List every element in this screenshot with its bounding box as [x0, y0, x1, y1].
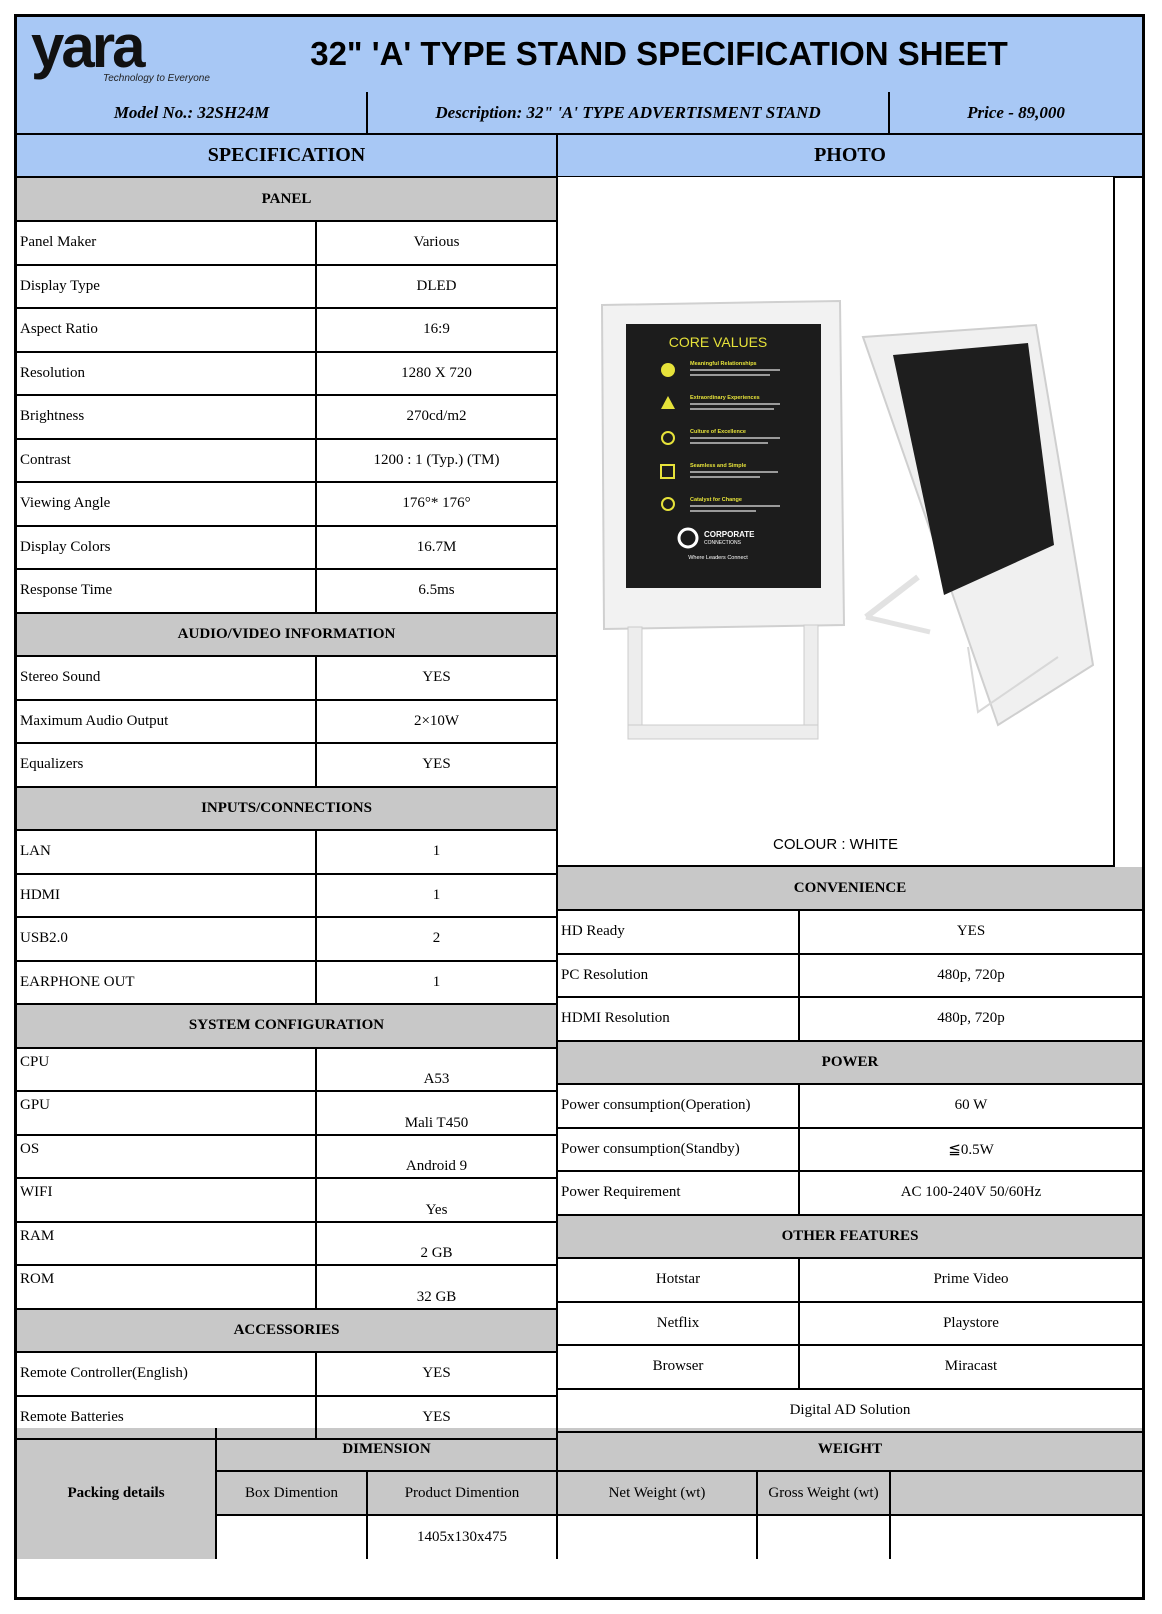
- convenience-heading: CONVENIENCE: [558, 867, 1142, 911]
- panel-value: DLED: [317, 266, 558, 310]
- product-illustration: [558, 177, 1113, 865]
- panel-value: Various: [317, 222, 558, 266]
- power-value: AC 100-240V 50/60Hz: [800, 1172, 1142, 1216]
- feature-item: Miracast: [800, 1346, 1142, 1390]
- system-value: Yes: [317, 1179, 558, 1223]
- system-label: WIFI: [17, 1179, 317, 1223]
- convenience-label: HDMI Resolution: [558, 998, 800, 1042]
- other-features-heading: OTHER FEATURES: [558, 1216, 1142, 1260]
- logo-tagline: Technology to Everyone: [103, 73, 210, 84]
- weight-blank-value: [891, 1516, 1142, 1559]
- system-label: ROM: [17, 1266, 317, 1310]
- gross-weight-value: [758, 1516, 891, 1559]
- audio-value: YES: [317, 657, 558, 701]
- feature-item-wide: Digital AD Solution: [558, 1390, 1142, 1434]
- convenience-label: PC Resolution: [558, 955, 800, 999]
- panel-label: Display Colors: [17, 527, 317, 571]
- stand-front-image: [602, 301, 844, 739]
- system-value: A53: [317, 1049, 558, 1093]
- panel-value: 1200 : 1 (Typ.) (TM): [317, 440, 558, 484]
- system-value: Android 9: [317, 1136, 558, 1180]
- panel-label: Panel Maker: [17, 222, 317, 266]
- product-dimension-header: Product Dimention: [368, 1472, 558, 1516]
- panel-label: Brightness: [17, 396, 317, 440]
- system-value: 2 GB: [317, 1223, 558, 1267]
- inputs-value: 1: [317, 962, 558, 1006]
- inputs-heading: INPUTS/CONNECTIONS: [17, 788, 558, 832]
- inputs-value: 1: [317, 875, 558, 919]
- feature-item: Browser: [558, 1346, 800, 1390]
- accessories-label: Remote Controller(English): [17, 1353, 317, 1397]
- gross-weight-header: Gross Weight (wt): [758, 1472, 891, 1516]
- page-title: 32" 'A' TYPE STAND SPECIFICATION SHEET: [310, 35, 1008, 72]
- screen-tagline: Where Leaders Connect: [688, 555, 748, 561]
- inputs-value: 2: [317, 918, 558, 962]
- weight-heading: WEIGHT: [558, 1428, 1142, 1472]
- panel-label: Resolution: [17, 353, 317, 397]
- packing-details-label: Packing details: [17, 1428, 217, 1559]
- box-dimension-header: Box Dimention: [217, 1472, 368, 1516]
- system-label: CPU: [17, 1049, 317, 1093]
- screen-item-1: Meaningful Relationships: [690, 361, 757, 367]
- panel-heading: PANEL: [17, 178, 558, 222]
- panel-label: Display Type: [17, 266, 317, 310]
- description: Description: 32" 'A' TYPE ADVERTISMENT STAND: [368, 92, 890, 135]
- system-value: 32 GB: [317, 1266, 558, 1310]
- panel-value: 16:9: [317, 309, 558, 353]
- net-weight-header: Net Weight (wt): [558, 1472, 758, 1516]
- panel-label: Viewing Angle: [17, 483, 317, 527]
- convenience-value: YES: [800, 911, 1142, 955]
- screen-title: CORE VALUES: [668, 334, 768, 350]
- power-value: ≦0.5W: [800, 1129, 1142, 1173]
- panel-label: Response Time: [17, 570, 317, 614]
- screen-item-5: Catalyst for Change: [690, 497, 742, 503]
- inputs-value: 1: [317, 831, 558, 875]
- screen-item-2: Extraordinary Experiences: [690, 395, 760, 401]
- panel-value: 6.5ms: [317, 570, 558, 614]
- accessories-value: YES: [317, 1397, 558, 1441]
- audio-value: YES: [317, 744, 558, 788]
- inputs-label: EARPHONE OUT: [17, 962, 317, 1006]
- screen-brand: CORPORATE: [704, 530, 755, 539]
- product-dimension-value: 1405x130x475: [368, 1516, 558, 1559]
- power-value: 60 W: [800, 1085, 1142, 1129]
- photo-heading: PHOTO: [558, 135, 1142, 178]
- panel-label: Aspect Ratio: [17, 309, 317, 353]
- system-value: Mali T450: [317, 1092, 558, 1136]
- colour-label: COLOUR : WHITE: [772, 836, 898, 853]
- inputs-label: HDMI: [17, 875, 317, 919]
- inputs-label: LAN: [17, 831, 317, 875]
- feature-item: Netflix: [558, 1303, 800, 1347]
- inputs-label: USB2.0: [17, 918, 317, 962]
- audio-label: Equalizers: [17, 744, 317, 788]
- feature-item: Prime Video: [800, 1259, 1142, 1303]
- price: Price - 89,000: [890, 92, 1142, 135]
- system-heading: SYSTEM CONFIGURATION: [17, 1005, 558, 1049]
- audio-value: 2×10W: [317, 701, 558, 745]
- panel-value: 16.7M: [317, 527, 558, 571]
- audio-label: Maximum Audio Output: [17, 701, 317, 745]
- convenience-value: 480p, 720p: [800, 998, 1142, 1042]
- screen-item-3: Culture of Excellence: [690, 429, 746, 435]
- box-dimension-value: [217, 1516, 368, 1559]
- stand-side-image: [863, 325, 1093, 725]
- logo-wordmark: yara: [31, 23, 143, 80]
- accessories-value: YES: [317, 1353, 558, 1397]
- yara-logo: [31, 23, 249, 85]
- weight-blank-header: [891, 1472, 1142, 1516]
- panel-value: 270cd/m2: [317, 396, 558, 440]
- audio-label: Stereo Sound: [17, 657, 317, 701]
- screen-brand-sub: CONNECTIONS: [704, 540, 741, 546]
- header-bar: [17, 17, 1142, 94]
- spec-sheet: [14, 14, 1145, 1600]
- dimension-heading: DIMENSION: [217, 1428, 558, 1472]
- accessories-label: Remote Batteries: [17, 1397, 317, 1441]
- system-label: GPU: [17, 1092, 317, 1136]
- audio-heading: AUDIO/VIDEO INFORMATION: [17, 614, 558, 658]
- convenience-value: 480p, 720p: [800, 955, 1142, 999]
- panel-label: Contrast: [17, 440, 317, 484]
- system-label: OS: [17, 1136, 317, 1180]
- feature-item: Playstore: [800, 1303, 1142, 1347]
- feature-item: Hotstar: [558, 1259, 800, 1303]
- model-number: Model No.: 32SH24M: [17, 92, 368, 135]
- product-photo: [558, 177, 1115, 867]
- accessories-heading: ACCESSORIES: [17, 1310, 558, 1354]
- net-weight-value: [558, 1516, 758, 1559]
- power-heading: POWER: [558, 1042, 1142, 1086]
- power-label: Power consumption(Standby): [558, 1129, 800, 1173]
- convenience-label: HD Ready: [558, 911, 800, 955]
- screen-item-4: Seamless and Simple: [690, 463, 747, 469]
- specification-heading: SPECIFICATION: [17, 135, 558, 178]
- system-label: RAM: [17, 1223, 317, 1267]
- panel-value: 1280 X 720: [317, 353, 558, 397]
- power-label: Power Requirement: [558, 1172, 800, 1216]
- panel-value: 176°* 176°: [317, 483, 558, 527]
- power-label: Power consumption(Operation): [558, 1085, 800, 1129]
